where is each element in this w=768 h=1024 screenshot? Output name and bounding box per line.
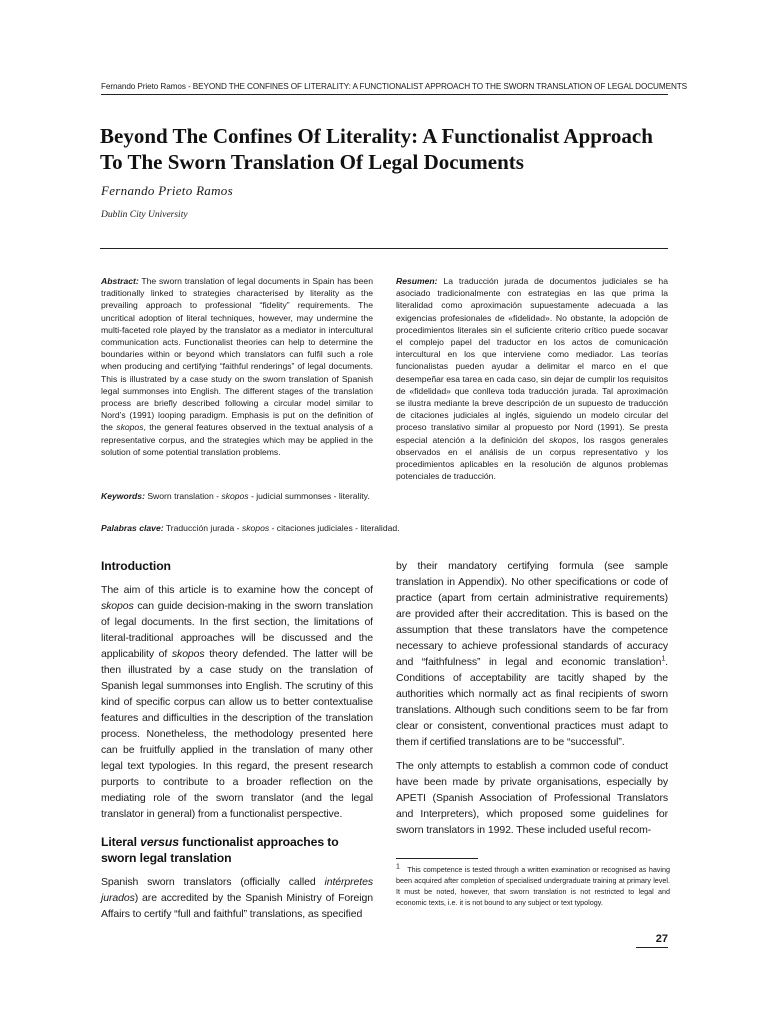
intro-term-1: skopos bbox=[101, 600, 134, 612]
footnote-reference[interactable]: 1 bbox=[661, 655, 666, 663]
abstract-text-1: The sworn translation of legal documents in Spain has been traditionally linked to strategies characterised by literality as the prevailing approach to professional “fidelity” requirements. The uncritical adoption of literal techniques, however, may undermine the multi-faceted role played by the translator as a mediator in intercultural communication acts. Functionalist theories can help to determine the boundaries within or beyond which translators can fulfil such a role when producing and certifying “faithful renderings” of legal documents. This is illustrated by a case study on the sworn translation of Spanish legal summonses into English. The different stages of the translation process are briefly described following a circular model similar to Nord’s (1991) looping paradigm. Emphasis is put on the definition of the bbox=[101, 276, 373, 433]
keywords-english bbox=[101, 490, 671, 502]
resumen-text-1: La traducción jurada de documentos judiciales se ha asociado tradicionalmente con estrategias en las que prima la literalidad como aproximación supuestamente adecuada a las exigencias profesionales de «fidelidad». No obstante, la adopción de procedimientos literales sin el suficiente criterio crítico puede socavar el complejo papel del traductor en los actos de comunicación intercultural en los que interviene como mediador. Las teorías funcionalistas pueden ayudar a delimitar el marco en el que desempeñar esa tarea en cada caso, sin dejar de cumplir los requisitos de «fidelidad» que conlleva toda traducción jurada. Tal aproximación se ilustra mediante la breve descripción de un supuesto de traducción de citaciones judiciales al inglés, siguiendo un modelo circular del proceso translativo similar al propuesto por Nord (1991). Se presta especial atención a la definición del bbox=[396, 276, 668, 445]
section-heading-introduction: Introduction bbox=[101, 559, 171, 573]
right-paragraph-1 bbox=[396, 558, 668, 750]
section2-paragraph bbox=[101, 874, 373, 922]
intro-text-1: The aim of this article is to examine how the concept of bbox=[101, 584, 373, 596]
section2-heading-versus: versus bbox=[140, 835, 179, 849]
footnote-divider bbox=[396, 858, 478, 859]
keywords-term: skopos bbox=[221, 491, 249, 501]
section2-term: intérpretes jurados bbox=[101, 876, 373, 904]
palabras-clave-text-1: Traducción jurada - bbox=[163, 523, 242, 533]
section-heading-literal-versus-functionalist bbox=[101, 834, 373, 866]
intro-paragraph bbox=[101, 582, 373, 822]
keywords-text-2: - judicial summonses - literality. bbox=[248, 491, 370, 501]
keywords-spanish bbox=[101, 522, 671, 534]
footnote-text: This competence is tested through a written examination or recognised as having been acquired after completion of specialised undergraduate training at primary level. It must be noted, however, that sworn translation is not restricted to legal and economic texts, i.e. it is not bound to any subject or text typology. bbox=[396, 865, 670, 907]
intro-term-2: skopos bbox=[171, 648, 205, 660]
section2-heading-text-1: Literal bbox=[101, 835, 141, 849]
author-name: Fernando Prieto Ramos bbox=[101, 183, 233, 198]
keywords-text-1: Sworn translation - bbox=[144, 491, 222, 501]
section2-heading-text-2: functionalist approaches to sworn legal translation bbox=[101, 835, 339, 865]
body-column-right bbox=[396, 558, 668, 846]
right-text-2: . Conditions of acceptability are tacitly shaped by the authorities which normally act as final recipients of sworn translations. Although such conditions seem to be far from clear or consistent, conventional practices must adapt to them if certified translations are to be “successful”. bbox=[396, 656, 668, 748]
resumen-text-2: , los rasgos generales observados en el análisis de un corpus representativo y los procedimientos aplicables en la resolución de algunos problemas potenciales de traducción. bbox=[396, 434, 669, 482]
author-affiliation: Dublin City University bbox=[101, 210, 188, 220]
footnote bbox=[396, 864, 670, 908]
palabras-clave-label: Palabras clave: bbox=[101, 523, 164, 533]
right-text-1: by their mandatory certifying formula (see sample translation in Appendix). No other specifications or code of practice (apart from certain administrative requirements) are provided after their accreditation. This is based on the assumption that these translators have the competence necessary to achieve professional standards of accuracy and “faithfulness” in legal and economic translation bbox=[396, 560, 668, 668]
abstract-english bbox=[101, 275, 373, 458]
paper-title: Beyond The Confines Of Literality: A Functionalist Approach To The Sworn Translation Of Legal Documents bbox=[100, 124, 653, 174]
resumen-term: skopos bbox=[549, 434, 577, 445]
palabras-clave-term: skopos bbox=[241, 523, 270, 533]
footnote-mark: 1 bbox=[396, 863, 400, 871]
keywords-label: Keywords: bbox=[101, 491, 145, 501]
abstract-term: skopos bbox=[116, 422, 144, 433]
section2-text-1: Spanish sworn translators (officially called bbox=[101, 876, 325, 888]
intro-text-3: theory defended. The latter will be then illustrated by a case study on the translation of Spanish legal summonses into English. The scrutiny of this kind of specific corpus can allow us to better contextualise features and difficulties in the description of the translation process. Nonetheless, the methodology presented here can be fruitfully applied in the translation of many other legal text typologies. In this regard, the present research purports to contribute to a broader reflection on the mediating role of the sworn translator (and the legal translator in general) from a functionalist perspective. bbox=[101, 648, 373, 820]
abstract-spanish bbox=[396, 275, 668, 482]
abstract-text-2: , the general features observed in the textual analysis of a representative corpus, and the strategies which may be applied in the solution of some potential translation problems. bbox=[101, 422, 373, 457]
header-divider bbox=[100, 248, 668, 249]
resumen-label: Resumen: bbox=[396, 276, 438, 286]
page-number: 27 bbox=[636, 933, 668, 948]
body-column-left bbox=[101, 558, 373, 930]
intro-text-2: can guide decision-making in the sworn translation of legal documents. In the first section, the limitations of literal-traditional approaches will be discussed and the applicability of bbox=[101, 600, 373, 660]
palabras-clave-text-2: - citaciones judiciales - literalidad. bbox=[269, 523, 400, 533]
section2-text-2: ) are accredited by the Spanish Ministry of Foreign Affairs to certify “full and faithful” translations, as specified bbox=[101, 892, 373, 920]
abstract-label: Abstract: bbox=[101, 276, 139, 286]
running-head: Fernando Prieto Ramos - BEYOND THE CONFINES OF LITERALITY: A FUNCTIONALIST APPROACH TO THE SWORN TRANSLATION OF LEGAL DOCUMENTS bbox=[101, 82, 668, 95]
right-paragraph-2: The only attempts to establish a common code of conduct have been made by private organisations, especially by APETI (Spanish Association of Professional Translators and Interpreters), which proposed some guidelines for sworn translators in 1992. These included useful recom- bbox=[396, 760, 668, 836]
